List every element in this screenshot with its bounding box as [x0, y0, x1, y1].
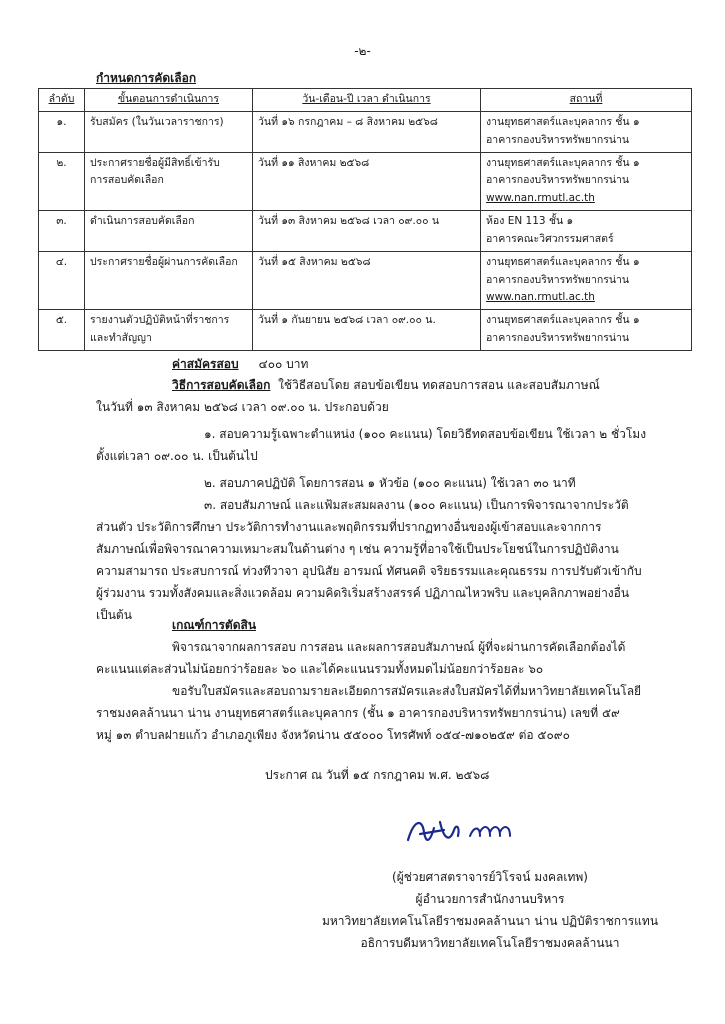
website-link[interactable]: www.nan.rmutl.ac.th	[486, 192, 595, 205]
row-date-text: วันที่ ๑๓ สิงหาคม ๒๕๖๘ เวลา ๐๙.๐๐ น	[258, 215, 440, 228]
row-number: ๑.	[39, 111, 85, 152]
row-place	[481, 152, 692, 211]
row-date-text: วันที่ ๑๑ สิงหาคม ๒๕๖๘	[258, 156, 370, 169]
handwritten-signature	[400, 812, 550, 852]
announcement-date: ประกาศ ณ วันที่ ๑๕ กรกฎาคม พ.ศ. ๒๕๖๘	[265, 768, 490, 782]
fee-label: ค่าสมัครสอบ	[172, 357, 239, 371]
signatory-position: ผู้อำนวยการสำนักงานบริหาร	[415, 892, 565, 906]
method-item-1-cont: ตั้งแต่เวลา ๐๙.๐๐ น. เป็นต้นไป	[96, 449, 258, 463]
row-date-text: วันที่ ๑๕ สิงหาคม ๒๕๖๘	[258, 255, 371, 268]
contact-line: ขอรับใบสมัครและสอบถามรายละเอียดการสมัครและส่งใบสมัครได้ที่มหาวิทยาลัยเทคโนโลยี	[172, 684, 642, 698]
row-number: ๔.	[39, 251, 85, 310]
schedule-header-row	[39, 89, 692, 112]
header-place: สถานที่	[481, 89, 692, 112]
method-label: วิธีการสอบคัดเลือก	[172, 378, 271, 392]
row-date	[253, 211, 481, 252]
row-place	[481, 211, 692, 252]
row-date-text: วันที่ ๑ กันยายน ๒๕๖๘ เวลา ๐๙.๐๐ น.	[258, 314, 436, 327]
method-intro-line2: ในวันที่ ๑๓ สิงหาคม ๒๕๖๘ เวลา ๐๙.๐๐ น. ประกอบด้วย	[96, 400, 389, 414]
table-row	[39, 310, 692, 351]
method-item-3-cont: ผู้ร่วมงาน รวมทั้งสังคมและสิ่งแวดล้อม ความคิดริเริ่มสร้างสรรค์ ปฏิภาณไหวพริบ และบุคลิกภาพอย่างอื่น	[96, 586, 630, 600]
table-row	[39, 152, 692, 211]
row-place-line: อาคารกองบริหารทรัพยากรน่าน	[486, 273, 630, 286]
row-place-line: งานยุทธศาสตร์และบุคลากร ชั้น ๑	[486, 314, 640, 327]
row-date	[253, 251, 481, 310]
row-place-line: งานยุทธศาสตร์และบุคลากร ชั้น ๑	[486, 156, 640, 169]
method-item-3-cont: สัมภาษณ์เพื่อพิจารณาความเหมาะสมในด้านต่าง ๆ เช่น ความรู้ที่อาจใช้เป็นประโยชน์ในการปฏิบัติงาน	[96, 542, 619, 556]
row-step	[85, 111, 253, 152]
website-link[interactable]: www.nan.rmutl.ac.th	[486, 291, 595, 304]
signatory-block	[280, 866, 700, 954]
row-step	[85, 152, 253, 211]
row-place-line: อาคารกองบริหารทรัพยากรน่าน	[486, 174, 630, 187]
method-item-3-cont: เป็นต้น	[96, 608, 132, 622]
method-item-1: ๑. สอบความรู้เฉพาะตำแหน่ง (๑๐๐ คะแนน) โดยวิธีทดสอบข้อเขียน ใช้เวลา ๒ ชั่วโมง	[204, 427, 647, 441]
criteria-line: คะแนนแต่ละส่วนไม่น้อยกว่าร้อยละ ๖๐ และได้คะแนนรวมทั้งหมดไม่น้อยกว่าร้อยละ ๖๐	[96, 662, 544, 676]
schedule-table	[38, 88, 692, 351]
row-number: ๓.	[39, 211, 85, 252]
page-number: -๒-	[354, 44, 371, 58]
row-place-line: อาคารกองบริหารทรัพยากรน่าน	[486, 332, 630, 345]
method-item-3: ๓. สอบสัมภาษณ์ และแฟ้มสะสมผลงาน (๑๐๐ คะแนน) เป็นการพิจารณาจากประวัติ	[204, 498, 629, 512]
row-number: ๕.	[39, 310, 85, 351]
method-item-3-cont: ความสามารถ ประสบการณ์ ท่วงทีวาจา อุปนิสัย อารมณ์ ทัศนคติ จริยธรรมและคุณธรรม การปรับตัวเข้ากับ	[96, 564, 642, 578]
method-intro	[96, 374, 681, 396]
row-date	[253, 111, 481, 152]
row-place-line: ห้อง EN 113 ชั้น ๑	[486, 215, 574, 228]
fee-amount: ๔๐๐ บาท	[258, 357, 309, 371]
row-step-text: ประกาศรายชื่อผู้ผ่านการคัดเลือก	[90, 255, 238, 268]
header-step: ขั้นตอนการดำเนินการ	[85, 89, 253, 112]
row-date-text: วันที่ ๑๖ กรกฎาคม – ๘ สิงหาคม ๒๕๖๘	[258, 115, 438, 128]
contact-line: ราชมงคลล้านนา น่าน งานยุทธศาสตร์และบุคลากร (ชั้น ๑ อาคารกองบริหารทรัพยากรน่าน) เลขที่ ๕๙	[96, 706, 620, 720]
row-place	[481, 310, 692, 351]
signatory-position: มหาวิทยาลัยเทคโนโลยีราชมงคลล้านนา น่าน ปฏิบัติราชการแทน	[321, 914, 659, 928]
row-place-line: อาคารคณะวิศวกรรมศาสตร์	[486, 232, 614, 245]
row-step	[85, 211, 253, 252]
table-row	[39, 211, 692, 252]
row-place-line: อาคารกองบริหารทรัพยากรน่าน	[486, 133, 630, 146]
header-date: วัน-เดือน-ปี เวลา ดำเนินการ	[253, 89, 481, 112]
header-order: ลำดับ	[39, 89, 85, 112]
row-step	[85, 251, 253, 310]
selection-method	[96, 374, 681, 626]
criteria-section	[96, 614, 681, 746]
table-row	[39, 251, 692, 310]
row-date	[253, 152, 481, 211]
criteria-label: เกณฑ์การตัดสิน	[172, 618, 257, 632]
contact-line: หมู่ ๑๓ ตำบลฝายแก้ว อำเภอภูเพียง จังหวัดน่าน ๕๕๐๐๐ โทรศัพท์ ๐๕๔-๗๑๐๒๕๙ ต่อ ๕๐๙๐	[96, 728, 570, 742]
row-step-text: ประกาศรายชื่อผู้มีสิทธิ์เข้ารับ	[90, 156, 220, 169]
method-item-3-cont: ส่วนตัว ประวัติการศึกษา ประวัติการทำงานและพฤติกรรมที่ปรากฏทางอื่นของผู้เข้าสอบและจากการ	[96, 520, 602, 534]
criteria-label-row	[96, 614, 681, 636]
signatory-name: (ผู้ช่วยศาสตราจารย์วิโรจน์ มงคลเทพ)	[392, 870, 588, 884]
table-row	[39, 111, 692, 152]
row-date	[253, 310, 481, 351]
row-place-line: งานยุทธศาสตร์และบุคลากร ชั้น ๑	[486, 255, 640, 268]
row-step-text: รายงานตัวปฏิบัติหน้าที่ราชการ	[90, 314, 230, 327]
row-step-text: การสอบคัดเลือก	[90, 174, 164, 187]
row-step-text: รับสมัคร (ในวันเวลาราชการ)	[90, 115, 224, 128]
criteria-line: พิจารณาจากผลการสอบ การสอน และผลการสอบสัมภาษณ์ ผู้ที่จะผ่านการคัดเลือกต้องได้	[172, 640, 626, 654]
row-number: ๒.	[39, 152, 85, 211]
row-place	[481, 251, 692, 310]
method-intro-text: ใช้วิธีสอบโดย สอบข้อเขียน ทดสอบการสอน และสอบสัมภาษณ์	[278, 378, 600, 392]
schedule-title: กำหนดการคัดเลือก	[96, 71, 197, 85]
signatory-position: อธิการบดีมหาวิทยาลัยเทคโนโลยีราชมงคลล้านนา	[360, 936, 620, 950]
row-step-text: และทำสัญญา	[90, 332, 152, 345]
row-place-line: งานยุทธศาสตร์และบุคลากร ชั้น ๑	[486, 115, 640, 128]
method-item-2: ๒. สอบภาคปฏิบัติ โดยการสอน ๑ หัวข้อ (๑๐๐ คะแนน) ใช้เวลา ๓๐ นาที	[204, 476, 576, 490]
row-step	[85, 310, 253, 351]
application-fee	[172, 355, 308, 374]
row-place	[481, 111, 692, 152]
row-step-text: ดำเนินการสอบคัดเลือก	[90, 215, 195, 228]
